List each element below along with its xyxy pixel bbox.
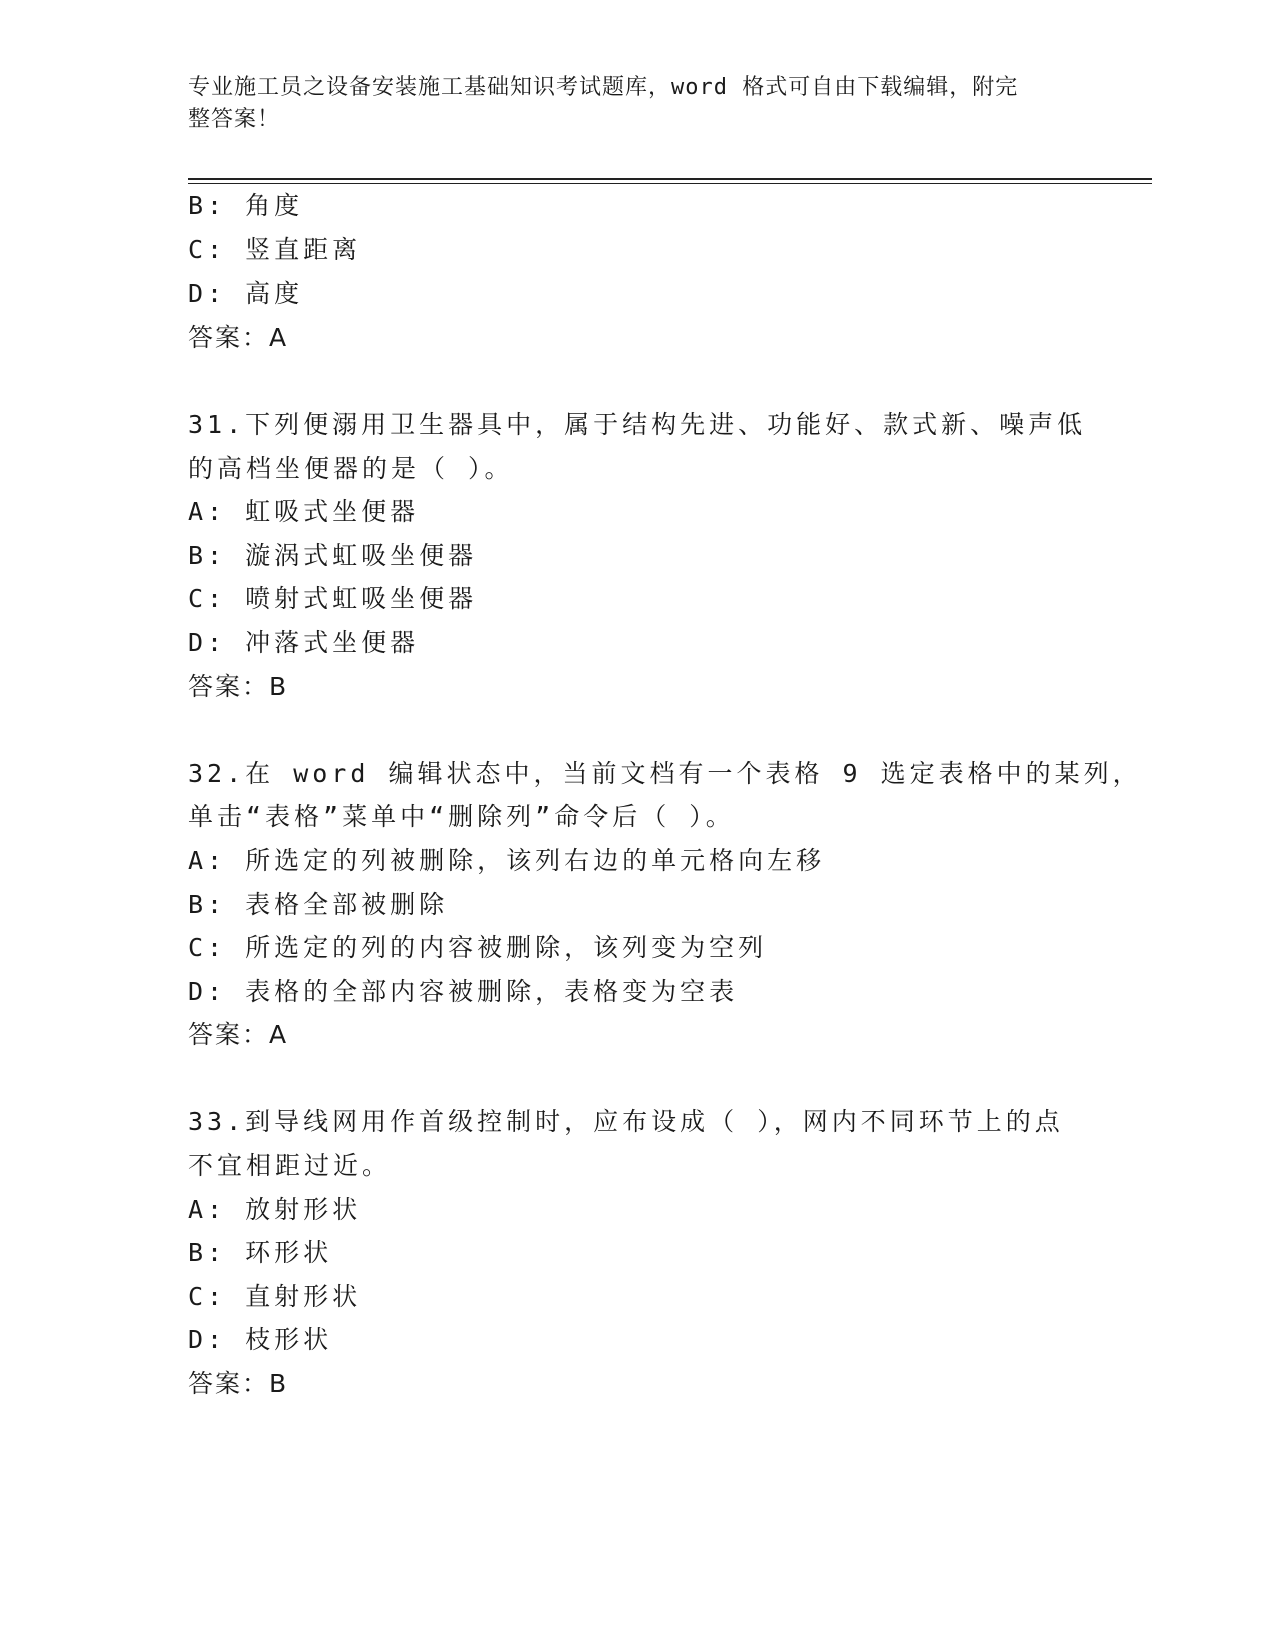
- q33-option-b: B: 环形状: [188, 1238, 333, 1267]
- prev-option-c: C: 竖直距离: [188, 235, 362, 264]
- q31-option-b: B: 漩涡式虹吸坐便器: [188, 541, 478, 570]
- prev-option-d: D: 高度: [188, 279, 304, 308]
- q32-option-b: B: 表格全部被删除: [188, 890, 449, 919]
- q32-option-a: A: 所选定的列被删除，该列右边的单元格向左移: [188, 846, 826, 875]
- q31-option-a: A: 虹吸式坐便器: [188, 497, 420, 526]
- q31-stem-line-1: 31.下列便溺用卫生器具中，属于结构先进、功能好、款式新、噪声低: [188, 410, 1087, 439]
- q31-answer: 答案：B: [188, 672, 289, 701]
- q31-stem-line-2: 的高档坐便器的是（ ）。: [188, 454, 514, 483]
- page-header: [188, 72, 1068, 136]
- q32-answer: 答案：A: [188, 1020, 289, 1049]
- header-rule-thin: [188, 183, 1152, 184]
- header-line-1: 专业施工员之设备安装施工基础知识考试题库，word 格式可自由下载编辑，附完: [188, 75, 1019, 100]
- q31-option-d: D: 冲落式坐便器: [188, 628, 420, 657]
- q33-stem-line-2: 不宜相距过近。: [188, 1151, 392, 1180]
- q32-option-d: D: 表格的全部内容被删除，表格变为空表: [188, 977, 739, 1006]
- q31-option-c: C: 喷射式虹吸坐便器: [188, 584, 478, 613]
- q32-stem-line-1: 32.在 word 编辑状态中，当前文档有一个表格 9 选定表格中的某列，: [188, 759, 1142, 788]
- q33-stem-line-1: 33.到导线网用作首级控制时，应布设成（ ），网内不同环节上的点: [188, 1107, 1064, 1136]
- q33-option-a: A: 放射形状: [188, 1195, 362, 1224]
- q33-answer: 答案：B: [188, 1369, 289, 1398]
- q33-option-c: C: 直射形状: [188, 1282, 362, 1311]
- header-line-2: 整答案！: [188, 107, 281, 132]
- prev-answer: 答案：A: [188, 323, 289, 352]
- q33-option-d: D: 枝形状: [188, 1325, 333, 1354]
- header-rule-thick: [188, 178, 1152, 180]
- q32-option-c: C: 所选定的列的内容被删除，该列变为空列: [188, 933, 768, 962]
- q32-stem-line-2: 单击“表格”菜单中“删除列”命令后（ ）。: [188, 802, 735, 831]
- prev-option-b: B: 角度: [188, 191, 304, 220]
